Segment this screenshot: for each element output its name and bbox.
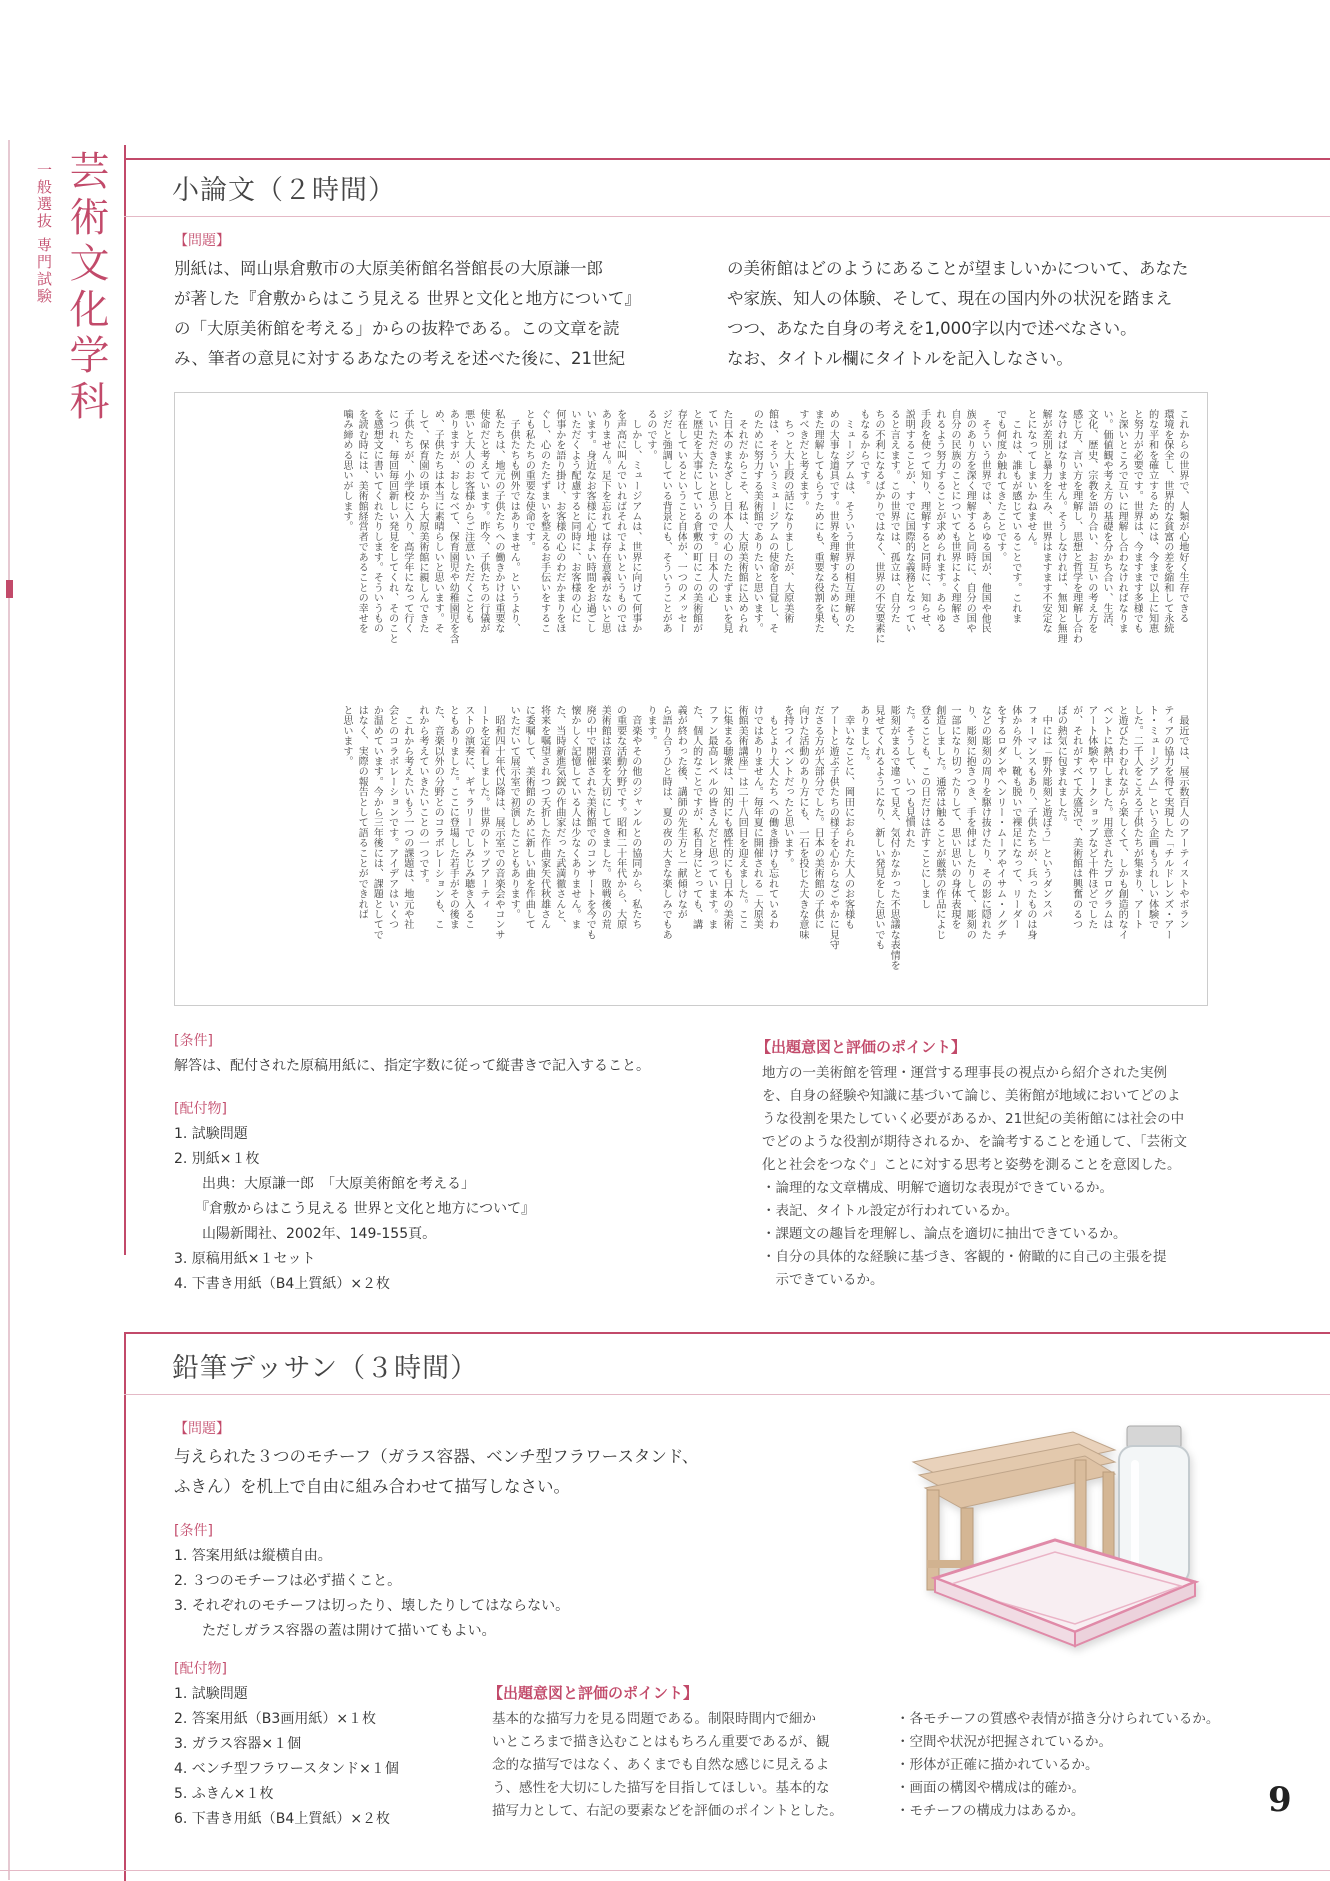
intent-line: でどのような役割が期待されるか、を論考することを通して、「芸術文 xyxy=(762,1134,1187,1150)
excerpt-column: ぐし、心のたたずまいを整えるお手伝いをするこ xyxy=(538,409,550,634)
essay-section-top-rule xyxy=(124,158,1330,160)
excerpt-column: います。身近なお客様に心地よい時間をお過ごし xyxy=(584,409,596,634)
essay-conditions-text: 解答は、配付された原稿用紙に、指定字数に従って縦書きで記入すること。 xyxy=(174,1058,650,1074)
left-margin-rule xyxy=(8,140,10,1880)
excerpt-column: れるよう努力することが求められます。あらゆる xyxy=(933,409,945,634)
list-item: 1. 試験問題 xyxy=(174,1686,248,1702)
excerpt-column: ストの演奏に、ギャラリーでしみじみ聴き入るこ xyxy=(462,705,474,930)
excerpt-column: 私たちは、地元の子供たちへの働きかけは重要な xyxy=(493,409,504,634)
intent-line: 描写力として、右記の要素などを評価のポイントとした。 xyxy=(492,1803,843,1819)
excerpt-column: た、音楽以外の分野とのコラボレーションも、こ xyxy=(432,705,444,930)
excerpt-column: た、個人的なことですが、私自身にとっても、講 xyxy=(690,705,702,930)
excerpt-column: い。価値観や考え方の基礎を分かち合い、生活、 xyxy=(1101,409,1112,634)
excerpt-column: すべきだと考えます。 xyxy=(797,409,808,511)
excerpt-column: た日本のまなざしと日本人の心のたたずまいを見 xyxy=(721,409,732,634)
excerpt-column: 説明することが、すでに国際的な義務となってい xyxy=(903,409,915,634)
problem-line: や家族、知人の体験、そして、現在の国内外の状況を踏まえ xyxy=(727,289,1173,308)
excerpt-column: 感じ方、言い方を理解し、思想と哲学を理解し合わ xyxy=(1070,409,1082,644)
drawing-intent-text xyxy=(492,1708,872,1823)
excerpt-column: はなく、実際の報告として語ることができれば xyxy=(356,705,368,920)
drawing-materials-list xyxy=(174,1682,474,1832)
excerpt-column: た、当時新進気鋭の作曲家だった武満徹さんと、 xyxy=(553,705,565,930)
list-item: 3. ガラス容器×１個 xyxy=(174,1736,302,1752)
excerpt-column: と深いところで互いに理解し合わなければなりま xyxy=(1116,409,1128,634)
excerpt-column: れから考えていきたいことの一つです。 xyxy=(417,705,428,889)
excerpt-column: めの大事な道具です。世界を理解するためにも、 xyxy=(827,409,839,634)
excerpt-column: いただくよう配慮すると同時に、お客様の心に xyxy=(569,409,580,624)
excerpt-column: ミュージアムは、そういう世界の相互理解のた xyxy=(842,409,854,634)
drawing-conditions-label: [条件] xyxy=(174,1523,213,1539)
problem-line: が著した『倉敷からはこう見える 世界と文化と地方について』 xyxy=(174,289,641,308)
list-item: 4. ベンチ型フラワースタンド×１個 xyxy=(174,1761,399,1777)
excerpt-column: 将来を嘱望されつつ夭折した作曲家矢代秋雄さん xyxy=(538,705,550,930)
intent-point: ・各モチーフの質感や表情が描き分けられているか。 xyxy=(896,1711,1220,1727)
excerpt-column: ちっと大上段の話になりましたが、大原美術 xyxy=(781,409,793,624)
excerpt-column: ら語り合うひと時は、夏の夜の大きな楽しみでもあ xyxy=(660,705,672,940)
essay-section-title: 小論文（２時間） xyxy=(172,175,396,206)
intent-line: うな役割を果たしていく必要があるか、21世紀の美術館には社会の中 xyxy=(762,1111,1185,1127)
list-item: 4. 下書き用紙（B4上質紙）×２枚 xyxy=(174,1276,391,1292)
excerpt-column: ぼの熱気に包まれました。 xyxy=(1055,705,1067,828)
problem-line: み、筆者の意見に対するあなたの考えを述べた後に、21世紀 xyxy=(174,349,625,368)
department-subtitle: 一般選抜 専門試験 xyxy=(35,162,53,305)
page-number: 9 xyxy=(1268,1780,1292,1820)
excerpt-column: と努力が必要です。世界は、今ますます多様でも xyxy=(1131,409,1143,634)
excerpt-column: けではありません。毎年夏に開催される「大原美 xyxy=(751,705,763,930)
excerpt-column: 何事かを語り掛け、お客様の心のわだかまりをほ xyxy=(553,409,565,634)
intent-line: 念的な描写ではなく、あくまでも自然な感じに見えるよ xyxy=(492,1757,830,1773)
excerpt-column: と思います。 xyxy=(341,705,352,767)
excerpt-column: 幸いなことに、岡田におられた大人のお客様も xyxy=(842,705,854,930)
intent-point: ・論理的な文章構成、明解で適切な表現ができているか。 xyxy=(762,1180,1113,1196)
excerpt-column: ファン最高レベルの皆さんだと思っています。ま xyxy=(705,705,717,930)
excerpt-column: 見せてくれるようになり、新しい発見をした思いでも xyxy=(873,705,884,950)
excerpt-column: 昭和四十年代以降は、展示室での音楽会やコンサ xyxy=(493,705,504,940)
excerpt-column: 美術館は音楽を大切にしてきました。敗戦後の荒 xyxy=(599,705,611,930)
excerpt-box xyxy=(174,392,1208,1006)
excerpt-column: しかし、ミュージアムは、世界に向けて何事か xyxy=(629,409,641,634)
excerpt-column: 彫刻がまるで違って見え、気付かなかった不思議な表情を xyxy=(888,705,900,971)
excerpt-column: いただいて展示室で初演したこともあります。 xyxy=(508,705,520,920)
essay-intent-label: 【出題意図と評価のポイント】 xyxy=(756,1038,967,1056)
excerpt-column: 解が差別と暴力を生み、世界はますます不安定な xyxy=(1040,409,1052,634)
excerpt-column: を声高に叫んでいればそれでよいというものでは xyxy=(614,409,626,634)
excerpt-column: 体から外し、靴も脱いで裸足になって、リーダー xyxy=(1009,705,1021,930)
excerpt-column: 環境を保全し、世界的な貧富の差を縮和して永続 xyxy=(1161,409,1173,634)
intent-line: いところまで描き込むことはもちろん重要であるが、観 xyxy=(492,1734,830,1750)
excerpt-column: でも何度か触れてきたことです。 xyxy=(994,409,1006,562)
excerpt-column: ベントに熱中しました。用意されたプログラムは xyxy=(1101,705,1112,930)
excerpt-column: これから考えたいもう一つの課題は、地元や社 xyxy=(401,705,413,930)
intent-point: ・課題文の趣旨を理解し、論点を適切に抽出できているか。 xyxy=(762,1226,1127,1242)
drawing-title-underline xyxy=(124,1394,1330,1395)
excerpt-column: それだからこそ、私は、大原美術館に込められ xyxy=(736,409,748,634)
excerpt-column: 子供たちが、小学校に入り、高学年になって行く xyxy=(401,409,413,634)
intent-point: ・形体が正確に描かれているか。 xyxy=(896,1757,1099,1773)
list-item: 5. ふきん×１枚 xyxy=(174,1786,274,1802)
essay-problem-text-left xyxy=(174,254,704,374)
excerpt-column: ありました。 xyxy=(857,705,869,767)
drawing-intent-points xyxy=(896,1708,1236,1823)
excerpt-column: 登ることも、この日だけは許すことにしまし xyxy=(918,705,930,909)
excerpt-column: に集まる聴衆は、知的にも感性的にも日本の美術 xyxy=(721,705,732,930)
excerpt-column: とも私たちの重要な使命です。 xyxy=(523,409,535,552)
list-item: 出典：大原謙一郎 「大原美術館を考える」 xyxy=(174,1176,475,1192)
excerpt-column: などの彫刻の周りを駆け抜けたり、その影に隠れた xyxy=(979,705,991,940)
excerpt-column: た。そうして、いつも見慣れた xyxy=(903,705,915,848)
left-margin-marker xyxy=(6,580,13,598)
excerpt-column: るのです。 xyxy=(645,409,656,460)
excerpt-column: これからの世界で、人類が心地好く生存できる xyxy=(1177,409,1188,624)
essay-problem-label: 【問題】 xyxy=(174,233,230,249)
excerpt-column: 噛み締める思いがします。 xyxy=(341,409,352,532)
excerpt-column: もなるからです。 xyxy=(857,409,869,491)
excerpt-column: 音楽やその他のジャンルとの協同から、私たち xyxy=(629,705,641,930)
intent-point: ・モチーフの構成力はあるか。 xyxy=(896,1803,1085,1819)
intent-point: 示できているか。 xyxy=(762,1272,884,1288)
list-item: 1. 答案用紙は縦横自由。 xyxy=(174,1548,332,1564)
problem-line: 与えられた３つのモチーフ（ガラス容器、ベンチ型フラワースタンド、 xyxy=(174,1447,699,1466)
excerpt-column: 手段を使って知り、理解すると同時に、知らせ、 xyxy=(918,409,930,634)
problem-line: の「大原美術館を考える」からの抜粋である。この文章を読 xyxy=(174,319,620,338)
excerpt-column: そういう世界では、あらゆる国が、他国や他民 xyxy=(979,409,991,634)
essay-conditions-label: [条件] xyxy=(174,1033,213,1049)
excerpt-column: ト・ミュージアム」という企画もうれしい体験で xyxy=(1146,705,1158,930)
excerpt-column: を感想文に書いてくれたりします。そういうもの xyxy=(371,409,383,634)
excerpt-column: 会とのコラボレーションです。アイデアはいくつ xyxy=(386,705,398,930)
intent-line: を、自身の経験や知識に基づいて論じ、美術館が地域においてどのよ xyxy=(762,1088,1181,1104)
excerpt-column: もとより大人たちへの働き掛けも忘れているわ xyxy=(766,705,778,930)
excerpt-column: が、それがすべて大盛況で、美術館は興奮のるつ xyxy=(1070,705,1082,930)
essay-materials-list xyxy=(174,1122,734,1297)
problem-line: なお、タイトル欄にタイトルを記入しなさい。 xyxy=(727,349,1073,368)
excerpt-column: フォーマンスもあり、子供たちが、兵ったものは身 xyxy=(1025,705,1036,940)
essay-materials-label: [配付物] xyxy=(174,1101,227,1117)
excerpt-column: ともありました。ここに登場した若手がその後ま xyxy=(447,705,459,930)
excerpt-column: 族のあり方を深く理解すると同時に、自分の国や xyxy=(964,409,976,634)
problem-line: の美術館はどのようにあることが望ましいかについて、あなた xyxy=(727,259,1189,278)
list-item: 2. 答案用紙（B3画用紙）×１枚 xyxy=(174,1711,377,1727)
excerpt-column: とになってしまいかねません。 xyxy=(1025,409,1036,552)
intent-point: ・表記、タイトル設定が行われているか。 xyxy=(762,1203,1019,1219)
list-item: 『倉敷からはこう見える 世界と文化と地方について』 xyxy=(174,1201,536,1217)
excerpt-column: これは、誰もが感じていることです。これま xyxy=(1009,409,1021,624)
excerpt-column: 使命だと考えています。昨今、子供たちの行儀が xyxy=(477,409,489,634)
excerpt-column: 義が終わった後、講師の先生方と一献傾けなが xyxy=(675,705,687,920)
excerpt-column: 的な平和を確立するためには、今まで以上に知恵 xyxy=(1146,409,1158,634)
essay-section-left-rule xyxy=(124,145,126,1255)
essay-problem-text-right xyxy=(727,254,1247,374)
excerpt-column: 最近では、展示数百人のアーティストやボラン xyxy=(1177,705,1188,930)
excerpt-column: アートと遊ぶ子供たちの様子を心からなごやかに見守 xyxy=(827,705,839,950)
essay-title-underline xyxy=(124,216,1330,217)
excerpt-column: か温めています。今から三年後には、課題としてで xyxy=(371,705,383,940)
excerpt-column: の重要な活動分野です。昭和二十年代から、大原 xyxy=(614,705,626,930)
excerpt-column: 懐かしく記憶している人は少なくありません。ま xyxy=(569,705,580,930)
excerpt-column: と歴史を大事にしている倉敷の町にこの美術館が xyxy=(690,409,702,634)
problem-line: つつ、あなた自身の考えを1,000字以内で述べなさい。 xyxy=(727,319,1137,338)
excerpt-column: なければなりません。そうしなければ、無知と無理 xyxy=(1055,409,1067,644)
excerpt-column: をするロダンやヘンリー・ムーアやイサム・ノグチ xyxy=(994,705,1006,940)
excerpt-column: ていただきたいと思うのです。日本人の心 xyxy=(705,409,717,603)
excerpt-column: ちの不利になるばかりではなく、世界の不安要素に xyxy=(873,409,884,644)
excerpt-column: につれ、毎回毎回新しい発見をしてくれ、そのこと xyxy=(386,409,398,644)
excerpt-column: 館は、そういうミュージアムの使命を自覚し、そ xyxy=(766,409,778,634)
list-item: 3. 原稿用紙×１セット xyxy=(174,1251,316,1267)
excerpt-column: 自分の民族のことについても世界によく理解さ xyxy=(949,409,960,624)
excerpt-column: と遊びたわむれながら楽しくて、しかも創造的なイ xyxy=(1116,705,1128,940)
drawing-conditions-list xyxy=(174,1544,754,1644)
excerpt-column: して、保育園の頃から大原美術館に親しんできた xyxy=(417,409,428,634)
excerpt-column: のために努力する美術館でありたいと思います。 xyxy=(751,409,763,634)
excerpt-column: を持つイベントだったと思います。 xyxy=(781,705,793,869)
intent-line: 基本的な描写力を見る問題である。制限時間内で細か xyxy=(492,1711,816,1727)
excerpt-column: また理解してもらうためにも、重要な役割を果た xyxy=(812,409,824,634)
drawing-section-left-rule xyxy=(124,1332,126,1881)
drawing-problem-label: 【問題】 xyxy=(174,1421,230,1437)
drawing-problem-text xyxy=(174,1442,754,1502)
intent-line: 化と社会をつなぐ」ことに対する思考と姿勢を測ることを意図した。 xyxy=(762,1157,1181,1173)
excerpt-column: 文化、歴史、宗教を語り合い、お互いの考え方を xyxy=(1085,409,1097,634)
list-item: ただしガラス容器の蓋は開けて描いてもよい。 xyxy=(174,1623,496,1639)
list-item: 2. ３つのモチーフは必ず描くこと。 xyxy=(174,1573,402,1589)
excerpt-column: した。二千人をこえる子供たちが集まり、アート xyxy=(1131,705,1143,930)
department-title: 芸術文化学科 xyxy=(63,150,109,426)
excerpt-column: ありません。足下を忘れては存在意義がないと思 xyxy=(599,409,611,634)
list-item: 山陽新聞社、2002年、149-155頁。 xyxy=(174,1226,437,1242)
excerpt-column: を読む時には、美術館経営者であることの幸せを xyxy=(356,409,368,634)
motif-photo xyxy=(905,1420,1210,1655)
list-item: 3. それぞれのモチーフは切ったり、壊したりしてはならない。 xyxy=(174,1598,570,1614)
drawing-intent-label: 【出題意図と評価のポイント】 xyxy=(488,1684,699,1702)
intent-point: ・自分の具体的な経験に基づき、客観的・俯瞰的に自己の主張を提 xyxy=(762,1249,1167,1265)
excerpt-column: 存在しているということ自体が、一つのメッセー xyxy=(675,409,687,634)
excerpt-column: ださる方が大部分でした。日本の美術館の子供に xyxy=(812,705,824,930)
intent-point: ・画面の構図や構成は的確か。 xyxy=(896,1780,1085,1796)
excerpt-column: り、彫刻に抱きつき、手を伸ばしたりして、彫刻の xyxy=(964,705,976,940)
excerpt-column: に委嘱して、美術館のために新しい曲を作曲して xyxy=(523,705,535,930)
excerpt-column: 創造しました。通常は触ることが厳禁の作品によじ xyxy=(933,705,945,940)
drawing-section-title: 鉛筆デッサン（３時間） xyxy=(172,1353,479,1384)
excerpt-column: ートを定着しました。世界のトップアーティ xyxy=(477,705,489,909)
excerpt-column: ると言えます。この世界では、孤立は、自分た xyxy=(888,409,900,624)
excerpt-column: 中には「野外彫刻と遊ぼう」というダンスパ xyxy=(1040,705,1052,920)
problem-line: ふきん）を机上で自由に組み合わせて描写しなさい。 xyxy=(174,1477,570,1496)
excerpt-column: ありますが、おしなべて、保育園児や幼稚園児を含 xyxy=(447,409,459,644)
drawing-section-top-rule xyxy=(124,1332,1330,1334)
excerpt-column: 一部になり切ったりして、思い思いの身体表現を xyxy=(949,705,960,930)
list-item: 1. 試験問題 xyxy=(174,1126,248,1142)
intent-line: う、感性を大切にした描写を目指してほしい。基本的な xyxy=(492,1780,830,1796)
intent-point: ・空間や状況が把握されているか。 xyxy=(896,1734,1112,1750)
problem-line: 別紙は、岡山県倉敷市の大原美術館名誉館長の大原謙一郎 xyxy=(174,259,603,278)
list-item: 2. 別紙×１枚 xyxy=(174,1151,260,1167)
essay-intent-text xyxy=(762,1062,1232,1292)
list-item: 6. 下書き用紙（B4上質紙）×２枚 xyxy=(174,1811,391,1827)
excerpt-column: 廃の中で開催された美術館でのコンサートを今でも xyxy=(584,705,596,940)
excerpt-column: ティアの協力を得て実現した「チルドレンズ・アー xyxy=(1161,705,1173,940)
excerpt-column: 悪いと大人のお客様からご注意いただくことも xyxy=(462,409,474,624)
excerpt-column: ジだと強調している背景にも、そういうことがあ xyxy=(660,409,672,634)
glass-jar-illustration xyxy=(1119,1426,1189,1584)
excerpt-column: 術館美術講座」は二十八回目を迎えました。ここ xyxy=(736,705,748,930)
excerpt-column: ります。 xyxy=(645,705,656,746)
excerpt-column: 子供たちも例外ではありません。というより、 xyxy=(508,409,520,634)
excerpt-column: アート体験やワークショップなど十件ほどでした xyxy=(1085,705,1097,930)
intent-line: 地方の一美術館を管理・運営する理事長の視点から紹介された実例 xyxy=(762,1065,1167,1081)
bottom-rule xyxy=(0,1870,1330,1871)
drawing-materials-label: [配付物] xyxy=(174,1661,227,1677)
excerpt-column: 向けた活動のあり方にも、一石を投じた大きな意味 xyxy=(797,705,808,940)
excerpt-column: め、子供たちは本当に素晴らしいと思います。そ xyxy=(432,409,444,634)
